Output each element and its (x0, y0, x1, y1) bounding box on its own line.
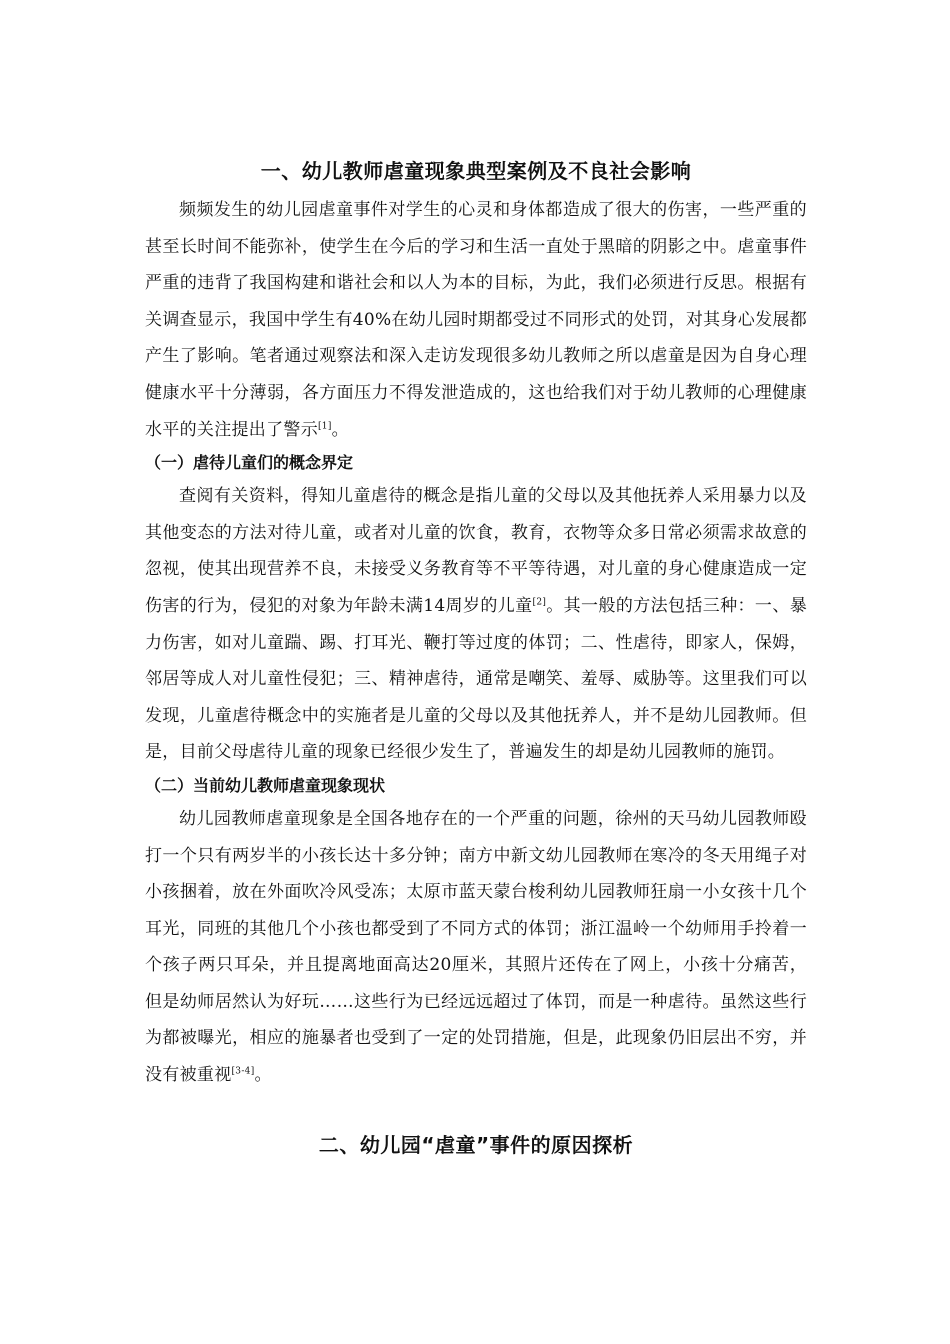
citation-ref: [2] (532, 597, 547, 608)
paragraph-text: 频频发生的幼儿园虐童事件对学生的心灵和身体都造成了很大的伤害，一些严重的甚至长时间不能弥补，使学生在今后的学习和生活一直处于黑暗的阴影之中。虐童事件严重的违背了我国构建和谐社会和以人为本的目标，为此，我们必须进行反思。根据有关调查显示，我国中学生有40%在幼儿园时期都受过不同形式的处罚，对其身心发展都产生了影响。笔者通过观察法和深入走访发现很多幼儿教师之所以虐童是因为自身心理健康水平十分薄弱，各方面压力不得发泄造成的，这也给我们对于幼儿教师的心理健康水平的关注提出了警示 (145, 200, 807, 440)
document-page (145, 150, 807, 1166)
paragraph-text: 幼儿园教师虐童现象是全国各地存在的一个严重的问题，徐州的天马幼儿园教师殴打一个只有两岁半的小孩长达十多分钟；南方中新文幼儿园教师在寒冷的冬天用绳子对小孩捆着，放在外面吹冷风受冻；太原市蓝天蒙台梭利幼儿园教师狂扇一小女孩十几个耳光，同班的其他几个小孩也都受到了不同方式的体罚；浙江温岭一个幼师用手拎着一个孩子两只耳朵，并且提离地面高达20厘米，其照片还传在了网上，小孩十分痛苦，但是幼师居然认为好玩……这些行为已经远远超过了体罚，而是一种虐待。虽然这些行为都被曝光，相应的施暴者也受到了一定的处罚措施，但是，此现象仍旧层出不穷，并没有被重视 (145, 808, 807, 1086)
paragraph-text-continued: 。其一般的方法包括三种：一、暴力伤害，如对儿童踹、踢、打耳光、鞭打等过度的体罚；二、性虐待，即家人，保姆，邻居等成人对儿童性侵犯；三、精神虐待，通常是嘲笑、羞辱、威胁等。这里我们可以发现，儿童虐待概念中的实施者是儿童的父母以及其他抚养人，并不是幼儿园教师。但是，目前父母虐待儿童的现象已经很少发生了，普遍发生的却是幼儿园教师的施罚。 (145, 595, 808, 763)
subsection-1-title: （一）虐待儿童们的概念界定 (145, 453, 354, 473)
paragraph-text: 查阅有关资料，得知儿童虐待的概念是指儿童的父母以及其他抚养人采用暴力以及其他变态的方法对待儿童，或者对儿童的饮食，教育，衣物等众多日常必须需求故意的忽视，使其出现营养不良，未接受义务教育等不平等待遇，对儿童的身心健康造成一定伤害的行为，侵犯的对象为年龄未满14周岁的儿童 (145, 486, 807, 616)
citation-ref: [3-4] (231, 1066, 255, 1077)
section-1-title: 一、幼儿教师虐童现象典型案例及不良社会影响 (260, 159, 692, 183)
citation-ref: [1] (318, 420, 332, 431)
section-1-intro-paragraph (145, 192, 807, 448)
section-2-title: 二、幼儿园“虐童”事件的原因探析 (318, 1132, 634, 1157)
subsection-1-paragraph (145, 478, 807, 771)
subsection-2-paragraph (145, 801, 807, 1094)
paragraph-tail: 。 (331, 419, 349, 440)
subsection-2-title: （二）当前幼儿教师虐童现象现状 (145, 775, 386, 795)
paragraph-tail: 。 (254, 1065, 272, 1086)
